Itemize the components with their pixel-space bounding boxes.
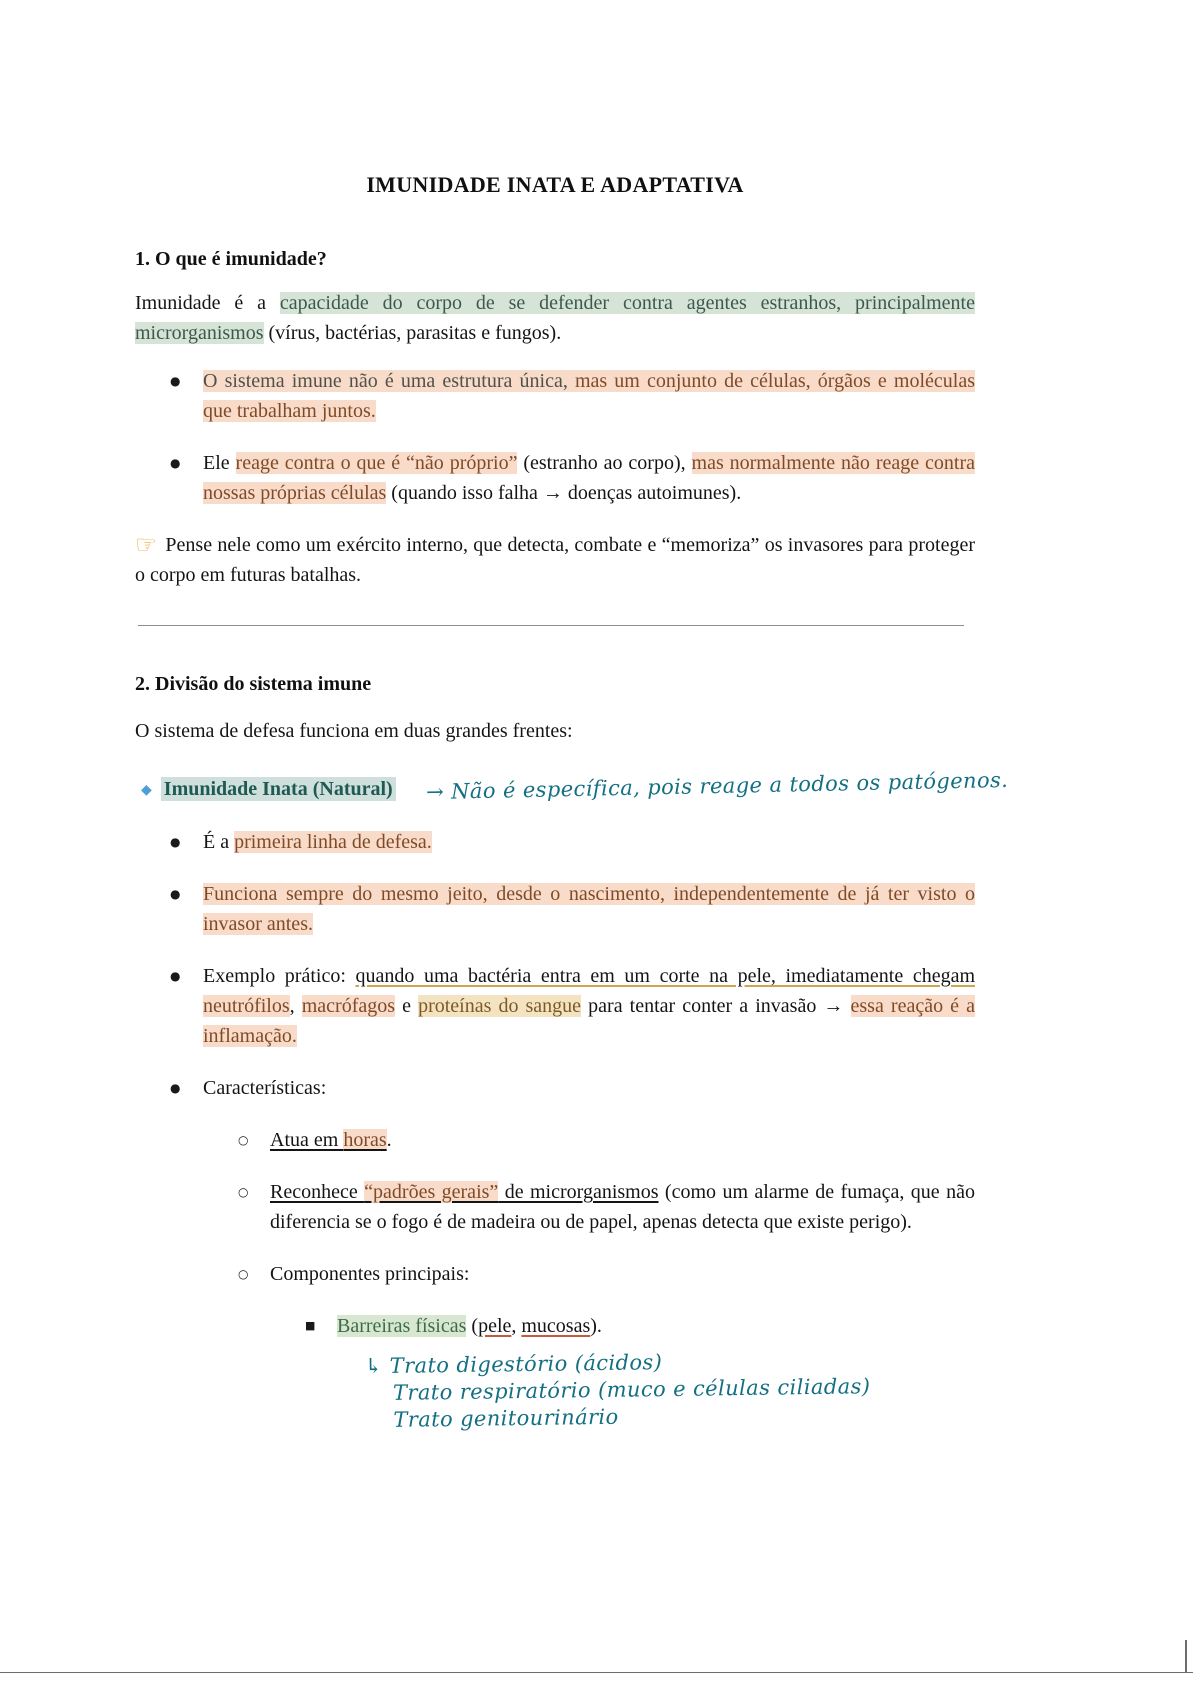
bullet-disc-icon: ● [170, 374, 181, 388]
bullet-circle-icon: ○ [238, 1267, 249, 1281]
innate-immunity-header [135, 767, 1009, 806]
text-run: e [395, 995, 419, 1017]
underlined-text [270, 1181, 659, 1203]
section1-heading: 1. O que é imunidade? [135, 248, 327, 270]
highlight-peach: primeira linha de defesa. [234, 831, 432, 853]
text-run: Imunidade é a [135, 292, 280, 314]
text-run: ( [466, 1315, 479, 1337]
text-run: (como um alarme de fumaça, que não diferencia se o fogo é de madeira ou de papel, apenas detecta que existe perigo). [270, 1181, 975, 1233]
bullet-disc-icon: ● [170, 887, 181, 901]
document-title: IMUNIDADE INATA E ADAPTATIVA [366, 172, 744, 197]
highlight-peach: macrófagos [301, 995, 396, 1017]
highlight-peach: neutrófilos [203, 995, 290, 1017]
text-run: . [386, 1129, 392, 1151]
text-run: Ele [203, 452, 236, 474]
text-run: para tentar conter a invasão → [581, 995, 851, 1017]
horizontal-rule [138, 625, 964, 626]
page-boundary-line [0, 1672, 1193, 1673]
text-run: , [511, 1315, 522, 1337]
list-item-text [203, 961, 975, 1051]
text-run: (quando isso falha → doenças autoimunes). [386, 482, 742, 504]
list-item-text [270, 1177, 975, 1237]
innate-immunity-label: Imunidade Inata (Natural) [161, 777, 396, 801]
bullet-disc-icon: ● [170, 1081, 181, 1095]
highlight-peach: horas [343, 1129, 387, 1151]
text-run: É a [203, 831, 235, 853]
bullet-disc-icon: ● [170, 969, 181, 983]
sub-list-item [135, 1177, 975, 1237]
list-item [135, 827, 975, 857]
list-item-text [337, 1311, 975, 1341]
sub-sub-list-item [135, 1311, 975, 1341]
bullet-disc-icon: ● [170, 835, 181, 849]
text-run: Reconhece [270, 1181, 365, 1203]
bullet-circle-icon: ○ [238, 1133, 249, 1147]
note-paragraph [135, 530, 975, 590]
highlight-peach: mas normalmente não reage contra nossas próprias células [203, 452, 975, 504]
text-run: ). [590, 1315, 602, 1337]
list-item [135, 366, 975, 426]
underlined-text: quando uma bactéria entra em um corte na pele, imediatamente chegam [355, 965, 976, 987]
section2-heading: 2. Divisão do sistema imune [135, 673, 372, 695]
list-item [135, 961, 975, 1051]
section2-intro: O sistema de defesa funciona em duas grandes frentes: [135, 720, 573, 742]
text-run: , [289, 995, 302, 1017]
list-item-text [203, 448, 975, 508]
pointing-hand-icon: ☞ [135, 530, 158, 559]
highlight-peach: reage contra o que é “não próprio” [235, 452, 518, 474]
highlight-peach: “padrões gerais” [364, 1181, 499, 1203]
text-run: Exemplo prático: [203, 965, 356, 987]
bullet-circle-icon: ○ [238, 1185, 249, 1199]
bullet-square-icon: ■ [305, 1319, 316, 1332]
handwritten-notes [364, 1345, 975, 1435]
text-run: Atua em [270, 1129, 344, 1151]
handwritten-annotation: → Não é específica, pois reage a todos os patógenos. [425, 767, 1009, 805]
highlight-peach: essa reação é a inflamação. [203, 995, 975, 1047]
list-item [135, 1073, 975, 1103]
highlight-peach: O sistema imune não é uma estrutura única, [203, 370, 568, 392]
page-edge-mark [1185, 1640, 1187, 1673]
handwritten-line: Trato genitourinário [393, 1404, 619, 1432]
highlight-peach: Funciona sempre do mesmo jeito, desde o nascimento, independentemente de já ter visto o invasor antes. [203, 883, 975, 935]
list-item-text: Componentes principais: [270, 1263, 470, 1285]
text-run: (estranho ao corpo), [517, 452, 692, 474]
list-item-text [270, 1125, 975, 1155]
sub-list-item [135, 1125, 975, 1155]
highlight-tan: proteínas do sangue [418, 995, 582, 1017]
sub-list-item [135, 1259, 975, 1289]
text-run: Pense nele como um exército interno, que detecta, combate e “memoriza” os invasores para proteger o corpo em futuras batalhas. [135, 534, 975, 586]
underlined-text: mucosas [521, 1315, 591, 1337]
list-item [135, 448, 975, 508]
list-item [135, 879, 975, 939]
underlined-text: pele [478, 1315, 512, 1337]
bullet-disc-icon: ● [170, 456, 181, 470]
highlight-peach: mas um conjunto de células, órgãos e moléculas que trabalham juntos. [203, 370, 975, 422]
handwritten-line: Trato respiratório (muco e células ciliadas) [392, 1374, 871, 1405]
text-run: de microrganismos [498, 1181, 659, 1203]
underlined-text [270, 1129, 387, 1151]
blue-diamond-icon: ◆ [141, 782, 152, 798]
handwritten-line: ↳ Trato digestório (ácidos) [364, 1350, 663, 1379]
highlight-green: Barreiras físicas [337, 1315, 467, 1337]
highlight-green: capacidade do corpo de se defender contra agentes estranhos, principalmente microrganismos [135, 292, 975, 344]
list-item-text [203, 879, 975, 939]
list-item-text [203, 827, 975, 857]
text-run: (vírus, bactérias, parasitas e fungos). [263, 322, 562, 344]
list-item-text [203, 366, 975, 426]
immunity-definition-paragraph [135, 288, 975, 348]
list-item-text: Características: [203, 1077, 327, 1099]
